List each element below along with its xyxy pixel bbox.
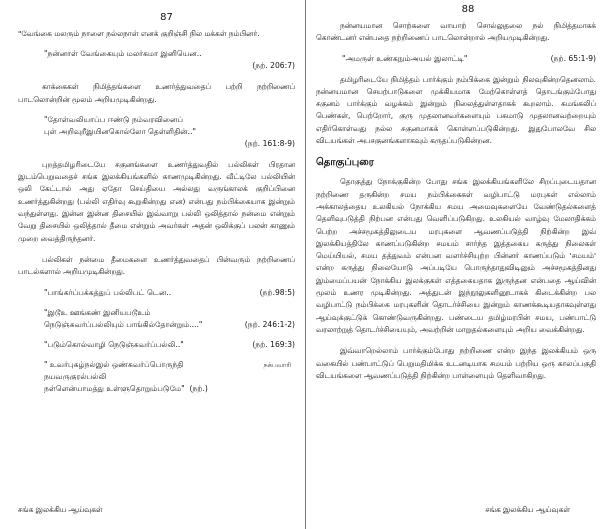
- verse-reference-text: (நற். 206:7): [252, 61, 295, 71]
- page-number: 88: [461, 4, 475, 15]
- verse-quote-1: [18, 48, 295, 72]
- handwritten-mark: நக்பவாரி: [263, 360, 291, 369]
- crow-omen-paragraph: காக்கைகள் நிமித்தங்களை உணர்த்துவதைப் பற்றி நற்றிணைப் பாடலொன்றின் மூலம் அறியமுடிகின்றது.: [18, 82, 295, 104]
- right-page: [305, 0, 610, 529]
- good-words-paragraph: நன்னயமான சொற்களை வாயாற் சொல்லுதலை நல் நிமித்தமாகக் கொண்டனர் என்பதை நற்றிணைப் பாடலொன்றால் அறியமுடிகின்றது.: [316, 21, 596, 43]
- verse-line: [44, 359, 295, 371]
- verse-reference: (நற்.): [189, 383, 208, 393]
- verse-line: நயவருகுரல்பல்லி: [44, 371, 107, 381]
- intro-paragraph: "வேங்கை மலரும் நாளை நல்லநாள் எனக் குறிஞ்சி நில மக்கள் நம்பினர்.: [18, 29, 260, 38]
- verse-line: "தோள்வலியாப்ப ஈண்டு நம்வரவினைப்: [44, 114, 184, 124]
- verse-reference: (நற். 161:8-9): [244, 138, 295, 148]
- verse-reference: (நற். 65:1-9): [550, 53, 596, 63]
- verse-line-text: நள்ளென்யாமத்து உள்ளுதொறும்படுமே": [44, 383, 185, 393]
- page-footer: சங்க இலக்கிய ஆய்வுகள்: [485, 505, 570, 514]
- verse-reference: (நற். 246:1-2): [244, 319, 295, 329]
- verse-text: "நன்னாள் வேங்கையும் மலர்கமா இனியென..: [44, 49, 202, 59]
- verse-quote-6: [18, 359, 295, 395]
- verse-line: [44, 319, 295, 331]
- lizard-omen-paragraph: புறத்தமிழரிடையே சகுனங்களை உணர்த்துவதில் பல்லிகள் பிரதான இடம்பெறுவதைச் சங்க இலக்கியங்களில் காணமுடிகின்றது. வீட்டிலே பல்லியின் ஒலி கேட்டால் அது ஏதோ செய்தியை அல்லது வருங்காலக் குறிப்பினை உணர்த்துகின்றது (பல்லி எதிர்வு கூறுகின்றது என) என்பது நம்பிக்கையாக இன்றும் வந்துள்ளது. இன்ன இன்ன திசையில் இவ்வாறு பல்லி ஒலித்தால் நன்மை என்றும் வேறு திசையில் ஒலித்தால் தீமை என்றும் அவர்கள் அதன் ஒலிக்குப் பலன் காணும் முறை வைத்திருந்தனர்.: [18, 159, 295, 243]
- verse-quote-2: [18, 114, 295, 150]
- verse-text: "படும்கொல்வாழி நெடுஞ்சுவர்ப்பல்லி..": [44, 339, 184, 349]
- verse-text: "பாங்கர்ப்பக்கத்துப் பல்லிபட் டென..: [44, 287, 172, 297]
- section-heading: தொகுப்புரை: [316, 157, 374, 169]
- verse-line: [44, 383, 295, 395]
- verse-line: "இடூஉ ஊங்கண் இனியபடூஉம்: [44, 307, 151, 317]
- verse-reference: [44, 60, 295, 72]
- verse-quote-4: [18, 307, 295, 331]
- page-number: 87: [160, 12, 173, 23]
- verse-quote-1: [316, 53, 596, 65]
- summary-paragraph: தொகுத்து நோக்குகின்ற போது சங்க இலக்கியங்களிலே சிறப்புடையதான நற்றிணை தருகின்ற சமய நம்பிக்கைகள் வழிபாட்டு மரபுகள் எல்லாம் அக்காலத்தைய உலகியல் நோக்கிய சமய அமைவுகளையே வேண்டுதல்களைத் தெளிவுபடுத்தி நிற்பன என்பது வெளிப்படுகிறது. உலகியல் வாழ்வு மேலாதிக்கம் பெற்ற அச்சமூகத்திலுடைய மரபுகளை ஆவணப்படுத்தி நிற்கின்ற இவ் இலக்கியத்திலே காணப்படுகின்ற சமயம் சார்ந்த இத்தகைய கருத்து நிலைகள் மெய்யியல், சமய தத்துவம் என்பன வளர்ச்சியுற்ற பின்னர் காணப்படும் 'சமயம்' என்ற கருத்து நிலையோடு அப்படியே பொருந்தாதுவிடினும் அச்சமூகத்தினது இம்மைப்பயன் நோக்கிய இலக்குகள் எத்தகையதாக இருந்தன என்பதை ஆய்வின் மூலம் உணர முடிகின்றது. அத்துடன் இந்நூலுகளினூடாகக் கிடைக்கின்ற பல வழிபாட்டு நம்பிக்கை மரபுகளின் தொடர்ச்சியை இன்றும் காணக்கூடியதாகவுள்ளது ஆய்வுக்குட்டுக் கொண்டுவருகின்றது. பண்டைய தமிழ்மரபின் சமய, பண்பாட்டு வரலாற்றுத் தொடர்ச்சியையும், அவற்றின் மாறுதல்களையும் அறிய வைக்கின்றது.: [316, 177, 596, 334]
- omen-belief-paragraph: தமிழரிடையே நிமித்தம் பார்க்கும் நம்பிக்கை இன்றும் நிலவுகின்றதெனலாம். நன்னயமான செயற்பாடுகளை முக்கியமாக மேற்கொள்ளத் தொடங்கும்போது சகுனம் பார்க்கும் வழக்கம் இன்றும் நிலைத்துள்ளதாகக் கூறலாம். சுமங்கலிப் பெண்கள், பெற்றோர், குரு முதலானவர்களையும் பசுமாடு முதலானவற்றையும் எதிர்கொள்வது நல்ல சகுனமாகக் கொள்ளப்படுகின்றது. இதுபோலவே சில விடயங்கள் அபசகுனங்களாகவும் கருதப்படுகின்றன.: [316, 74, 596, 146]
- verse-quote-3: [18, 287, 295, 299]
- verse-quote-5: [18, 339, 295, 351]
- verse-text: "அமருள் உண்கநும்அயல் இலாட்டி": [342, 53, 468, 63]
- page-footer: சங்க இலக்கிய ஆய்வுகள்: [18, 505, 103, 514]
- lizard-omen-paragraph-2: பல்லிகள் நன்மை தீமைகளை உணர்த்துவதைப் பின்வரும் நற்றிணைப் பாடல்களால் அறியமுடிகின்றது.: [18, 254, 295, 277]
- verse-line: புள் அறிவுறீஇயினகொல்லோ தெள்ளிதின்..": [44, 126, 196, 136]
- verse-line-text: " உவர்புகழ்நல்இல் ஒண்சுவர்ப்பொருந்தி: [44, 359, 184, 369]
- verse-line-text: நெடுஞ்சுவர்ப்பல்லியும் பாங்கில்தோன்றும்....": [44, 319, 203, 329]
- final-paragraph: இவ்வாறெல்லாம் பார்க்கும்போது நற்றிணை என்ற இந்த இலக்கியம் ஒரு வகையில் பண்பாட்டுப் பெறுமதிமிக்க உடனடியாக சமயம் பற்றிய ஒரு காலப்பகுதி விடயங்களை ஆவணப்படுத்தி நிற்கின்ற பாள்ளையும் தெளிவாகிறது.: [316, 346, 596, 380]
- verse-reference: (நற்.98:5): [259, 287, 295, 297]
- verse-reference: (நற். 169:3): [252, 339, 295, 349]
